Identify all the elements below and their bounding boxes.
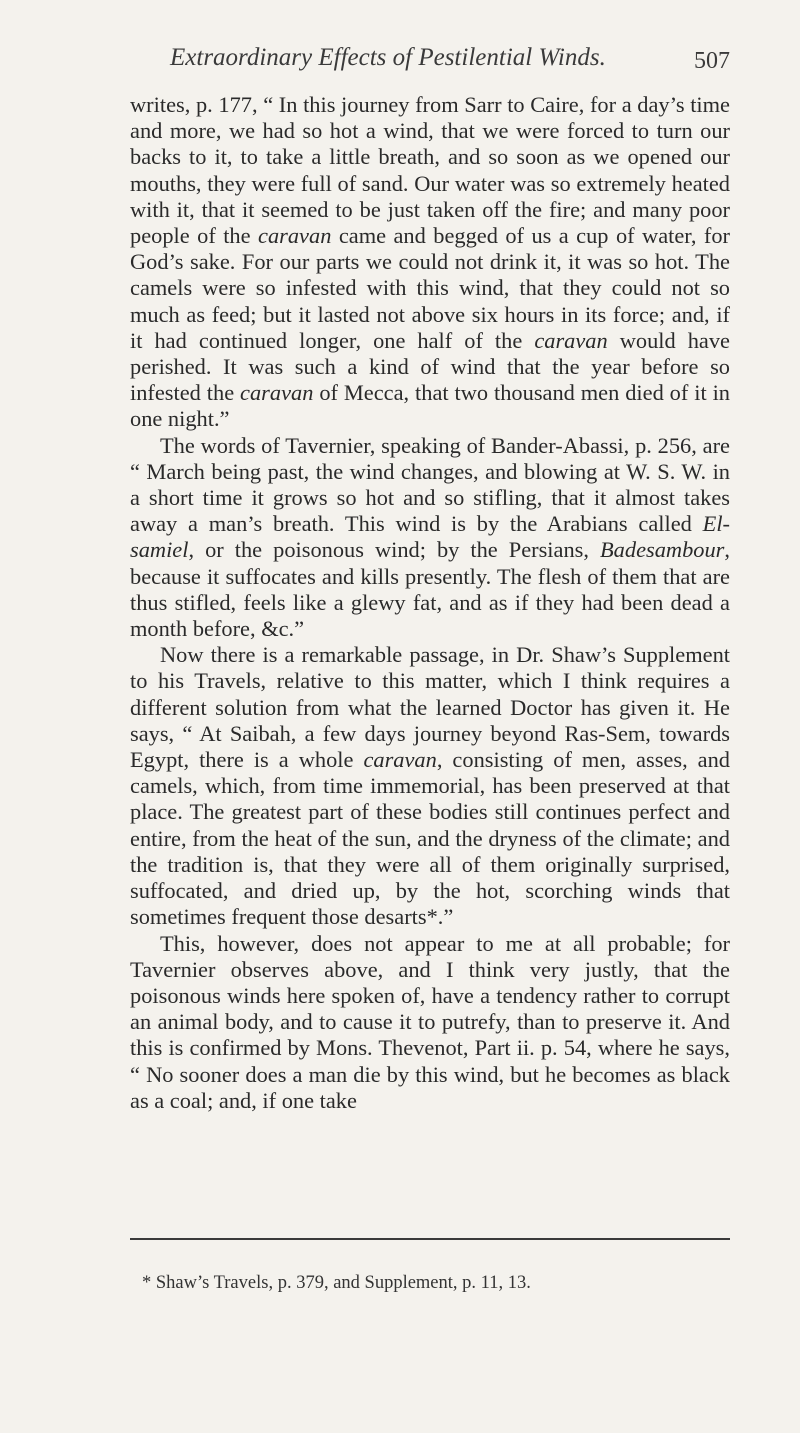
paragraph-text: would have perished. It was such a kind of wind that the year before so infested the [130,327,730,406]
italic-term: caravan [363,747,437,773]
paragraph-text: , or the poisonous wind; by the Persians, [188,537,600,563]
paragraph-text: writes, p. 177, “ In this journey from Sarr to Caire, for a day’s time and more, we had so hot a wind, that we were forced to turn our backs to it, to take a little breath, and so soon as we opened our mouths, they were full of sand. Our water was so extremely heated with it, that it seemed to be just taken off the fire; and many poor people of the [130,92,730,249]
footnote: * Shaw’s Travels, p. 379, and Supplement, p. 11, 13. [142,1273,531,1293]
paragraph-text: , because it suffocates and kills presently. The flesh of them that are thus stifled, feels like a glewy fat, and as if they had been dead a month before, &c.” [130,537,730,642]
italic-term: Badesambour [600,537,725,563]
page-header [170,44,730,84]
paragraph-text: , consisting of men, asses, and camels, which, from time immemorial, has been preserved at that place. The greatest part of these bodies still continues perfect and entire, from the heat of the sun, and the dryness of the climate; and the tradition is, that they were all of them originally surprised, suffocated, and dried up, by the hot, scorching winds that sometimes frequent those desarts*.” [130,747,730,930]
italic-term: caravan [240,380,314,406]
paragraph-text: Now there is a remarkable passage, in Dr. Shaw’s Supplement to his Travels, relative to this matter, which I think requires a different solution from what the learned Doctor has given it. He says, “ At Saibah, a few days journey beyond Ras-Sem, towards Egypt, there is a whole [130,642,730,773]
paragraph-text: came and begged of us a cup of water, for God’s sake. For our parts we could not drink it, it was so hot. The camels were so infested with this wind, that they could not so much as feed; but it lasted not above six hours in its force; and, if it had continued longer, one half of the [130,223,731,353]
paragraph [130,931,730,1114]
paragraph-text: This, however, does not appear to me at all probable; for Tavernier observes above, and I think very justly, that the poisonous winds here spoken of, have a tendency rather to corrupt an animal body, and to cause it to putrefy, than to preserve it. And this is confirmed by Mons. Thevenot, Part ii. p. 54, where he says, “ No sooner does a man die by this wind, but he becomes as black as a coal; and, if one take [130,930,730,1113]
paragraph [130,642,730,930]
italic-term: El-samiel [130,511,730,563]
paragraph [130,92,730,433]
page-number: 507 [694,48,730,74]
paragraph-text: of Mecca, that two thousand men died of it in one night.” [130,380,730,432]
body-text [130,92,730,1114]
footnote-divider [130,1238,730,1240]
running-title: Extraordinary Effects of Pestilential Winds. [170,44,606,71]
italic-term: caravan [258,223,332,249]
paragraph [130,433,730,643]
paragraph-text: The words of Tavernier, speaking of Bander-Abassi, p. 256, are “ March being past, the wind changes, and blowing at W. S. W. in a short time it grows so hot and so stifling, that it almost takes away a man’s breath. This wind is by the Arabians called [130,432,730,537]
italic-term: caravan [534,327,608,353]
